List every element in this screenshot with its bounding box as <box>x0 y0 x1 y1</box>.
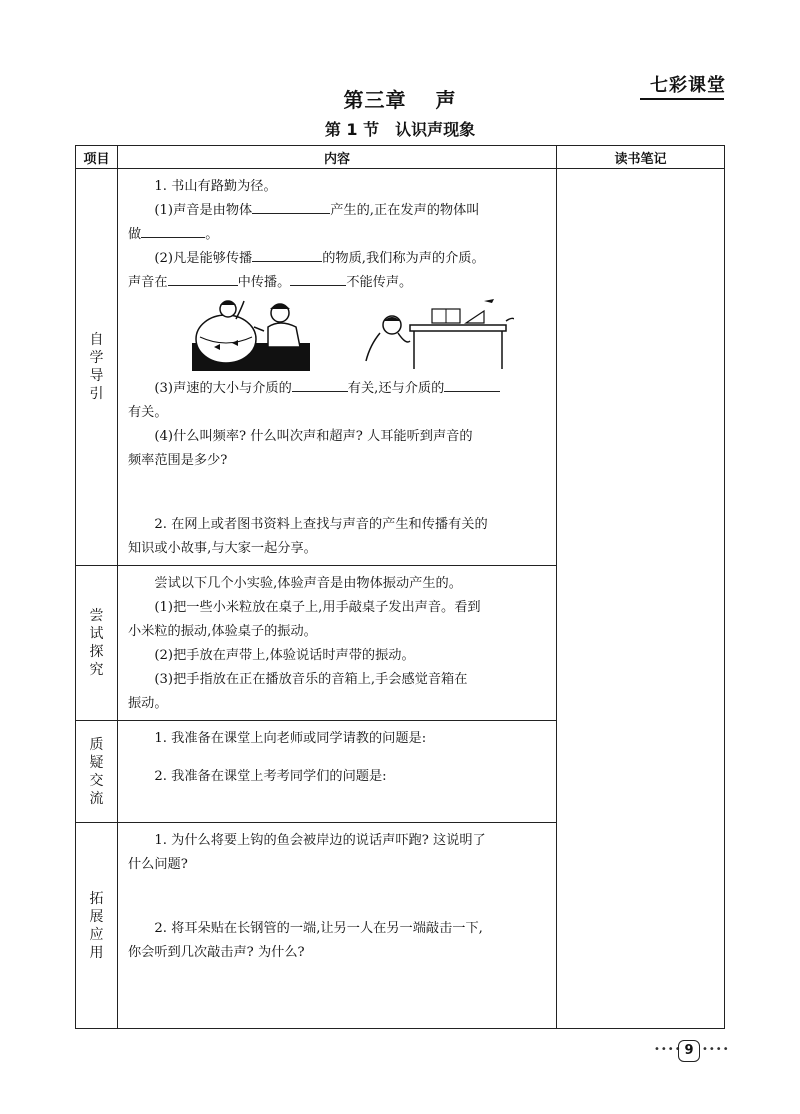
dots-left: •••• <box>654 1044 682 1055</box>
text-line: 知识或小故事,与大家一起分享。 <box>128 541 317 556</box>
header-content: 内容 <box>118 146 557 169</box>
text-line: 小米粒的振动,体验桌子的振动。 <box>128 624 317 639</box>
text-line: (3)把手指放在正在播放音乐的音箱上,手会感觉音箱在 <box>154 672 468 687</box>
page-number-badge <box>654 1040 730 1062</box>
text-line: (2)把手放在声带上,体验说话时声带的振动。 <box>154 648 415 663</box>
study-table <box>75 145 725 1029</box>
text-line: 做 。 <box>128 223 548 247</box>
category-discussion: 质疑交流 <box>76 721 118 823</box>
reading-notes-area[interactable] <box>557 169 725 1029</box>
text-line: 2. 将耳朵贴在长钢管的一端,让另一人在另一端敲击一下, <box>154 921 483 936</box>
header-item: 项目 <box>76 146 118 169</box>
fill-blank[interactable] <box>292 377 348 392</box>
text-line: 1. 我准备在课堂上向老师或同学请教的问题是: <box>154 731 427 746</box>
text-line: (1)把一些小米粒放在桌子上,用手敲桌子发出声音。看到 <box>154 600 481 615</box>
text-line: 1. 书山有路勤为径。 <box>154 179 277 194</box>
illustration <box>128 297 548 373</box>
text-line: (2)凡是能够传播 的物质,我们称为声的介质。 <box>128 247 548 271</box>
experiment-illustration <box>184 297 514 373</box>
fill-blank[interactable] <box>252 199 330 214</box>
text-line: 2. 在网上或者图书资料上查找与声音的产生和传播有关的 <box>154 517 488 532</box>
dots-right: •••• <box>702 1044 730 1055</box>
category-self-study: 自学导引 <box>76 169 118 566</box>
fill-blank[interactable] <box>444 377 500 392</box>
chapter-title: 第三章 声 <box>343 88 457 112</box>
text-line: 2. 我准备在课堂上考考同学们的问题是: <box>154 769 387 784</box>
category-application: 拓展应用 <box>76 823 118 1029</box>
text-line: 声音在 中传播。 不能传声。 <box>128 271 548 295</box>
text-line: (4)什么叫频率? 什么叫次声和超声? 人耳能听到声音的 <box>154 429 473 444</box>
fill-blank[interactable] <box>252 247 322 262</box>
page-number: 9 <box>678 1040 700 1062</box>
fill-blank[interactable] <box>141 223 205 238</box>
publisher-logo: 七彩课堂 <box>650 75 726 96</box>
text-line: 有关。 <box>128 405 168 420</box>
text-line: 振动。 <box>128 696 168 711</box>
content-self-study <box>118 169 557 566</box>
table-header-row <box>76 146 725 169</box>
fill-blank[interactable] <box>290 271 346 286</box>
text-line: 尝试以下几个小实验,体验声音是由物体振动产生的。 <box>154 576 462 591</box>
content-application <box>118 823 557 1029</box>
text-line: (3)声速的大小与介质的 有关,还与介质的 <box>128 377 548 401</box>
text-line: 频率范围是多少? <box>128 453 228 468</box>
content-discussion <box>118 721 557 823</box>
content-explore <box>118 566 557 721</box>
category-explore: 尝试探究 <box>76 566 118 721</box>
text-line: 你会听到几次敲击声? 为什么? <box>128 945 305 960</box>
table-row-self-study <box>76 169 725 566</box>
text-line: 什么问题? <box>128 857 188 872</box>
section-title: 第 1 节 认识声现象 <box>324 120 476 139</box>
header-notes: 读书笔记 <box>557 146 725 169</box>
desk-top-shape <box>410 325 506 331</box>
text-line: 1. 为什么将要上钩的鱼会被岸边的说话声吓跑? 这说明了 <box>154 833 486 848</box>
text-line: (1)声音是由物体 产生的,正在发声的物体叫 <box>128 199 548 223</box>
fill-blank[interactable] <box>168 271 238 286</box>
